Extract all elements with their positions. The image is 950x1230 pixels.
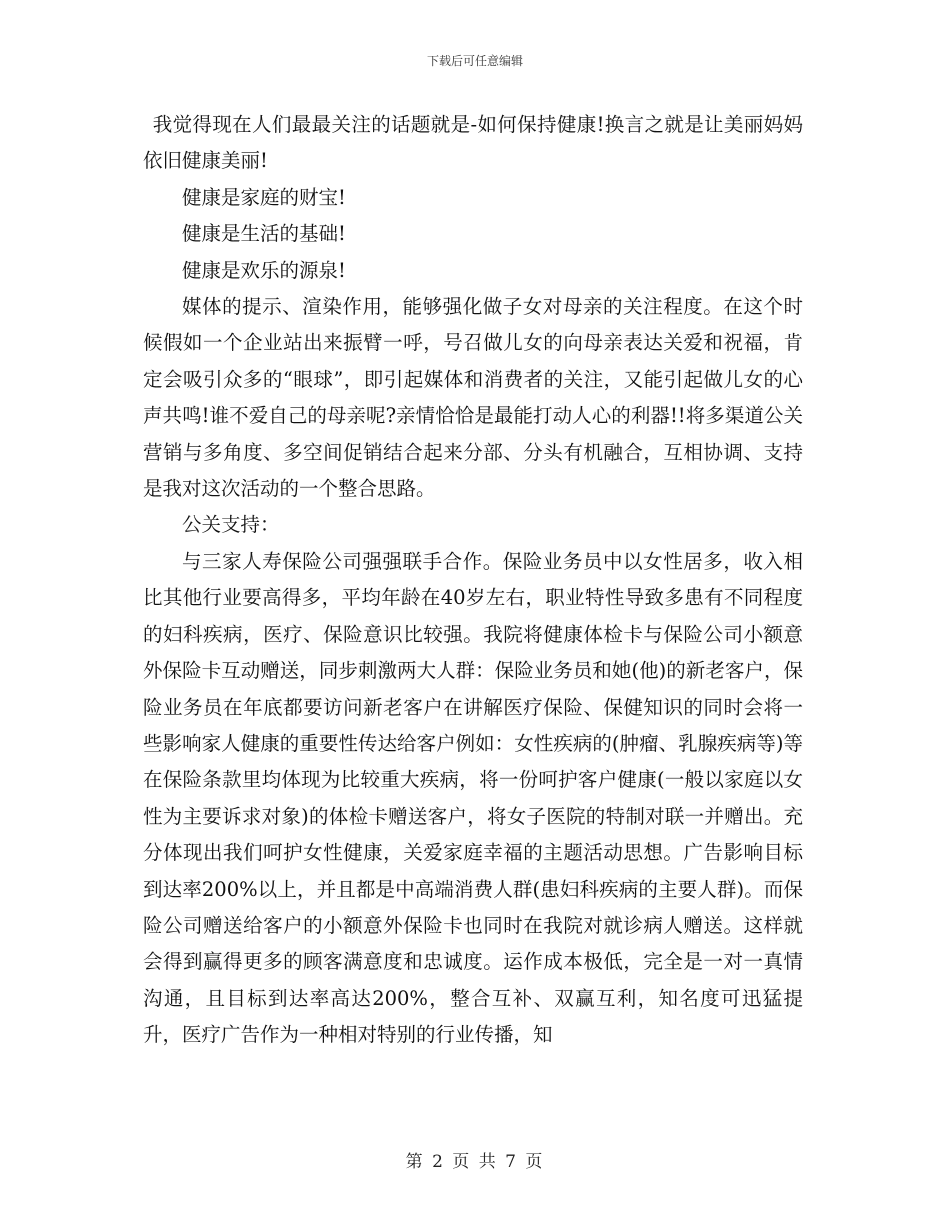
paragraph-intro: 我觉得现在人们最最关注的话题就是-如何保持健康!换言之就是让美丽妈妈依旧健康美丽!: [143, 113, 803, 173]
paragraph-media: 媒体的提示、渲染作用，能够强化做子女对母亲的关注程度。在这个时候假如一个企业站出来振臂一呼，号召做儿女的向母亲表达关爱和祝福，肯定会吸引众多的“眼球”，即引起媒体和消费者的关注，又能引起做儿女的心声共鸣!谁不爱自己的母亲呢?亲情恰恰是最能打动人心的利器!!将多渠道公关营销与多角度、多空间促销结合起来分部、分头有机融合，互相协调、支持是我对这次活动的一个整合思路。: [143, 295, 803, 501]
paragraph-slogan-1: 健康是家庭的财宝!: [182, 185, 346, 209]
page-header-note: 下载后可任意编辑: [426, 54, 523, 68]
page-number: 第 2 页 共 7 页: [405, 1152, 545, 1172]
paragraph-slogan-3: 健康是欢乐的源泉!: [182, 258, 346, 282]
paragraph-slogan-2: 健康是生活的基础!: [182, 222, 346, 246]
document-body: [143, 107, 803, 1054]
paragraph-pr-heading: 公关支持：: [182, 513, 280, 537]
paragraph-insurance: 与三家人寿保险公司强强联手合作。保险业务员中以女性居多，收入相比其他行业要高得多，平均年龄在40岁左右，职业特性导致多患有不同程度的妇科疾病，医疗、保险意识比较强。我院将健康体检卡与保险公司小额意外保险卡互动赠送，同步刺激两大人群：保险业务员和她(他)的新老客户，保险业务员在年底都要访问新老客户在讲解医疗保险、保健知识的同时会将一些影响家人健康的重要性传达给客户例如：女性疾病的(肿瘤、乳腺疾病等)等在保险条款里均体现为比较重大疾病，将一份呵护客户健康(一般以家庭以女性为主要诉求对象)的体检卡赠送客户，将女子医院的特制对联一并赠出。充分体现出我们呵护女性健康，关爱家庭幸福的主题活动思想。广告影响目标到达率200%以上，并且都是中高端消费人群(患妇科疾病的主要人群)。而保险公司赠送给客户的小额意外保险卡也同时在我院对就诊病人赠送。这样就会得到赢得更多的顾客满意度和忠诚度。运作成本极低，完全是一对一真情沟通，且目标到达率高达200%，整合互补、双赢互利，知名度可迅猛提升，医疗广告作为一种相对特别的行业传播，知: [143, 549, 803, 1047]
